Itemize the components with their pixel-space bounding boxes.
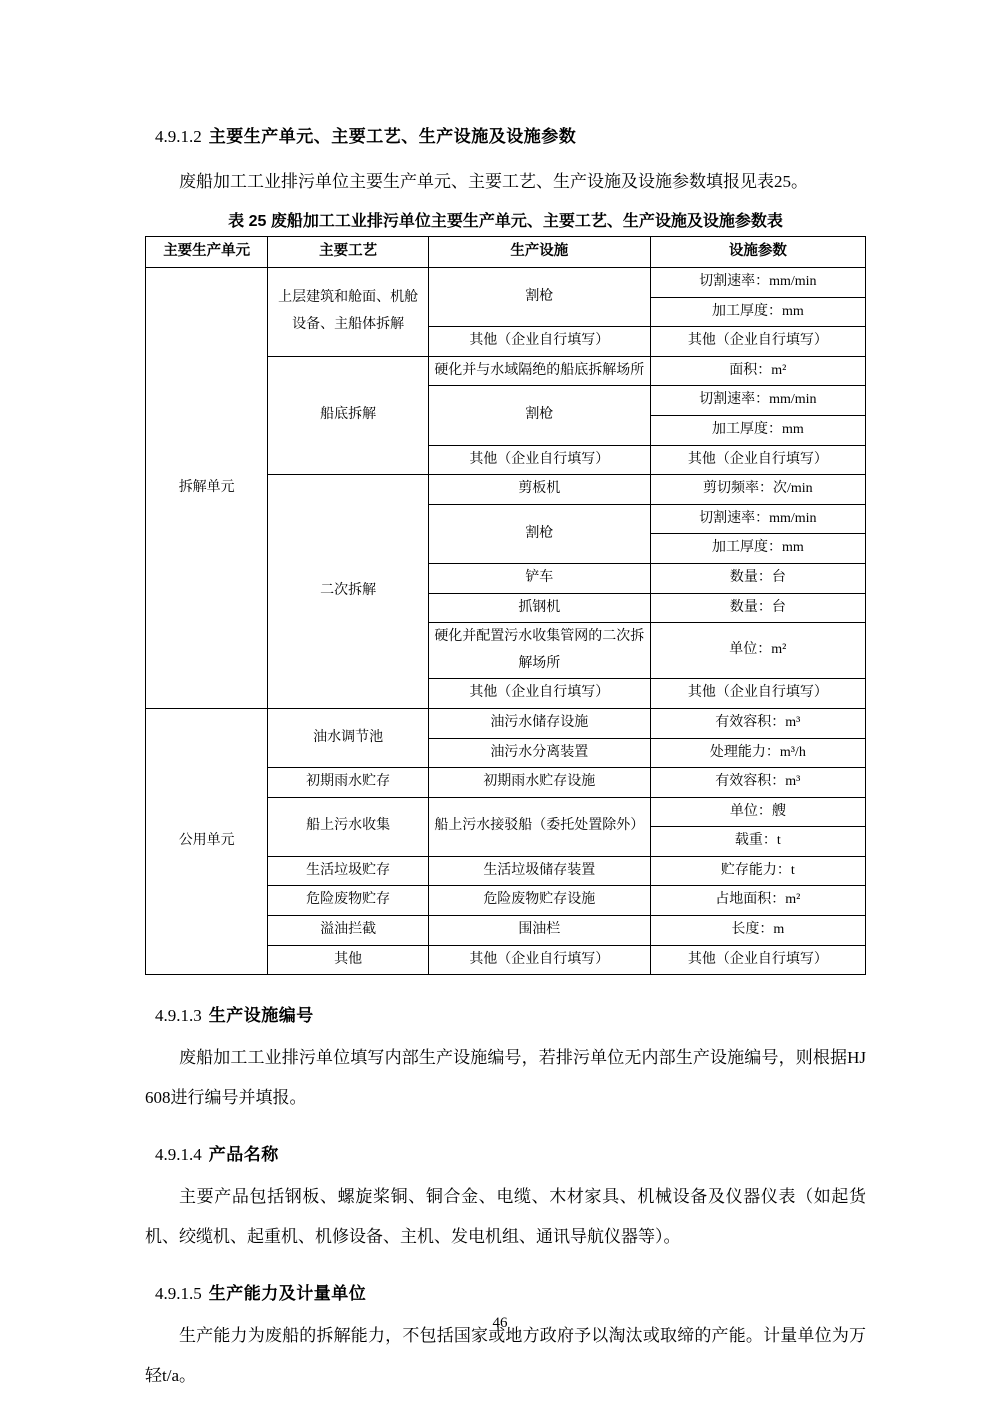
table-cell: 公用单元 <box>146 708 268 974</box>
section-title: 主要生产单元、主要工艺、生产设施及设施参数 <box>208 127 577 146</box>
table-cell: 生活垃圾储存装置 <box>428 856 650 886</box>
table-cell: 船底拆解 <box>268 356 429 474</box>
table-row <box>146 708 866 738</box>
table-cell: 处理能力：m³/h <box>650 738 865 768</box>
table-cell: 单位：m² <box>650 623 865 679</box>
table-cell: 其他（企业自行填写） <box>428 945 650 975</box>
col-header-process: 主要工艺 <box>268 237 429 268</box>
table-row <box>146 268 866 298</box>
facility-numbering-paragraph: 废船加工工业排污单位填写内部生产设施编号，若排污单位无内部生产设施编号，则根据HJ 608进行编号并填报。 <box>145 1048 866 1108</box>
table-cell: 上层建筑和舱面、机舱设备、主船体拆解 <box>268 268 429 357</box>
table-cell: 有效容积：m³ <box>650 708 865 738</box>
table-cell: 割枪 <box>428 504 650 563</box>
table-cell: 加工厚度：mm <box>650 297 865 327</box>
table-cell: 长度：m <box>650 916 865 946</box>
table-cell: 载重：t <box>650 827 865 857</box>
table-cell: 单位：艘 <box>650 797 865 827</box>
table-cell: 剪切频率：次/min <box>650 475 865 505</box>
section-title: 产品名称 <box>208 1145 279 1165</box>
table-cell: 铲车 <box>428 563 650 593</box>
table-cell: 占地面积：m² <box>650 886 865 916</box>
page-number: 46 <box>492 1315 508 1331</box>
table-cell: 加工厚度：mm <box>650 415 865 445</box>
table-cell: 船上污水收集 <box>268 797 429 856</box>
table-cell: 初期雨水贮存 <box>268 768 429 798</box>
table-cell: 抓钢机 <box>428 593 650 623</box>
table-cell: 其他（企业自行填写） <box>428 445 650 475</box>
table-body <box>146 268 866 975</box>
table-header-row <box>146 237 866 268</box>
table-cell: 生活垃圾贮存 <box>268 856 429 886</box>
table-cell: 硬化并与水域隔绝的船底拆解场所 <box>428 356 650 386</box>
table-cell: 其他（企业自行填写） <box>650 445 865 475</box>
table-cell: 加工厚度：mm <box>650 534 865 564</box>
table-cell: 初期雨水贮存设施 <box>428 768 650 798</box>
table-cell: 切割速率：mm/min <box>650 386 865 416</box>
table-cell: 硬化并配置污水收集管网的二次拆解场所 <box>428 623 650 679</box>
section-title: 生产能力及计量单位 <box>208 1284 367 1304</box>
col-header-parameter: 设施参数 <box>650 237 865 268</box>
facility-parameters-table <box>145 236 866 975</box>
section-title: 生产设施编号 <box>208 1006 314 1026</box>
table-cell: 数量：台 <box>650 563 865 593</box>
table-caption: 表 25 废船加工工业排污单位主要生产单元、主要工艺、生产设施及设施参数表 <box>228 213 783 230</box>
table-cell: 其他（企业自行填写） <box>428 327 650 357</box>
table-cell: 危险废物贮存设施 <box>428 886 650 916</box>
table-cell: 剪板机 <box>428 475 650 505</box>
table-cell: 其他 <box>268 945 429 975</box>
table-cell: 围油栏 <box>428 916 650 946</box>
table-cell: 油水调节池 <box>268 708 429 767</box>
table-cell: 其他（企业自行填写） <box>650 327 865 357</box>
table-cell: 其他（企业自行填写） <box>650 679 865 709</box>
table-cell: 切割速率：mm/min <box>650 504 865 534</box>
table-cell: 拆解单元 <box>146 268 268 709</box>
col-header-main-unit: 主要生产单元 <box>146 237 268 268</box>
table-cell: 割枪 <box>428 268 650 327</box>
table-cell: 其他（企业自行填写） <box>650 945 865 975</box>
table-cell: 其他（企业自行填写） <box>428 679 650 709</box>
table-cell: 切割速率：mm/min <box>650 268 865 298</box>
table-cell: 有效容积：m³ <box>650 768 865 798</box>
col-header-facility: 生产设施 <box>428 237 650 268</box>
section-number: 4.9.1.3 <box>155 1006 202 1026</box>
table-cell: 贮存能力：t <box>650 856 865 886</box>
table-cell: 割枪 <box>428 386 650 445</box>
table-cell: 船上污水接驳船（委托处置除外） <box>428 797 650 856</box>
section-heading-4-9-1-4 <box>155 1140 866 1165</box>
section-heading-4-9-1-5 <box>155 1279 866 1304</box>
table-cell: 危险废物贮存 <box>268 886 429 916</box>
intro-paragraph: 废船加工工业排污单位主要生产单元、主要工艺、生产设施及设施参数填报见表25。 <box>179 172 808 191</box>
section-heading-4-9-1-2 <box>155 122 866 147</box>
product-name-paragraph: 主要产品包括钢板、螺旋桨铜、铜合金、电缆、木材家具、机械设备及仪器仪表（如起货机、绞缆机、起重机、机修设备、主机、发电机组、通讯导航仪器等）。 <box>145 1187 866 1247</box>
table-cell: 数量：台 <box>650 593 865 623</box>
capacity-paragraph: 生产能力为废船的拆解能力，不包括国家或地方政府予以淘汰或取缔的产能。计量单位为万轻t/a。 <box>145 1326 866 1386</box>
table-cell: 面积：m² <box>650 356 865 386</box>
section-number: 4.9.1.5 <box>155 1284 202 1304</box>
section-number: 4.9.1.4 <box>155 1145 202 1165</box>
table-cell: 二次拆解 <box>268 475 429 709</box>
section-heading-4-9-1-3 <box>155 1001 866 1026</box>
section-number: 4.9.1.2 <box>155 127 202 146</box>
table-cell: 油污水分离装置 <box>428 738 650 768</box>
table-cell: 油污水储存设施 <box>428 708 650 738</box>
table-cell: 溢油拦截 <box>268 916 429 946</box>
